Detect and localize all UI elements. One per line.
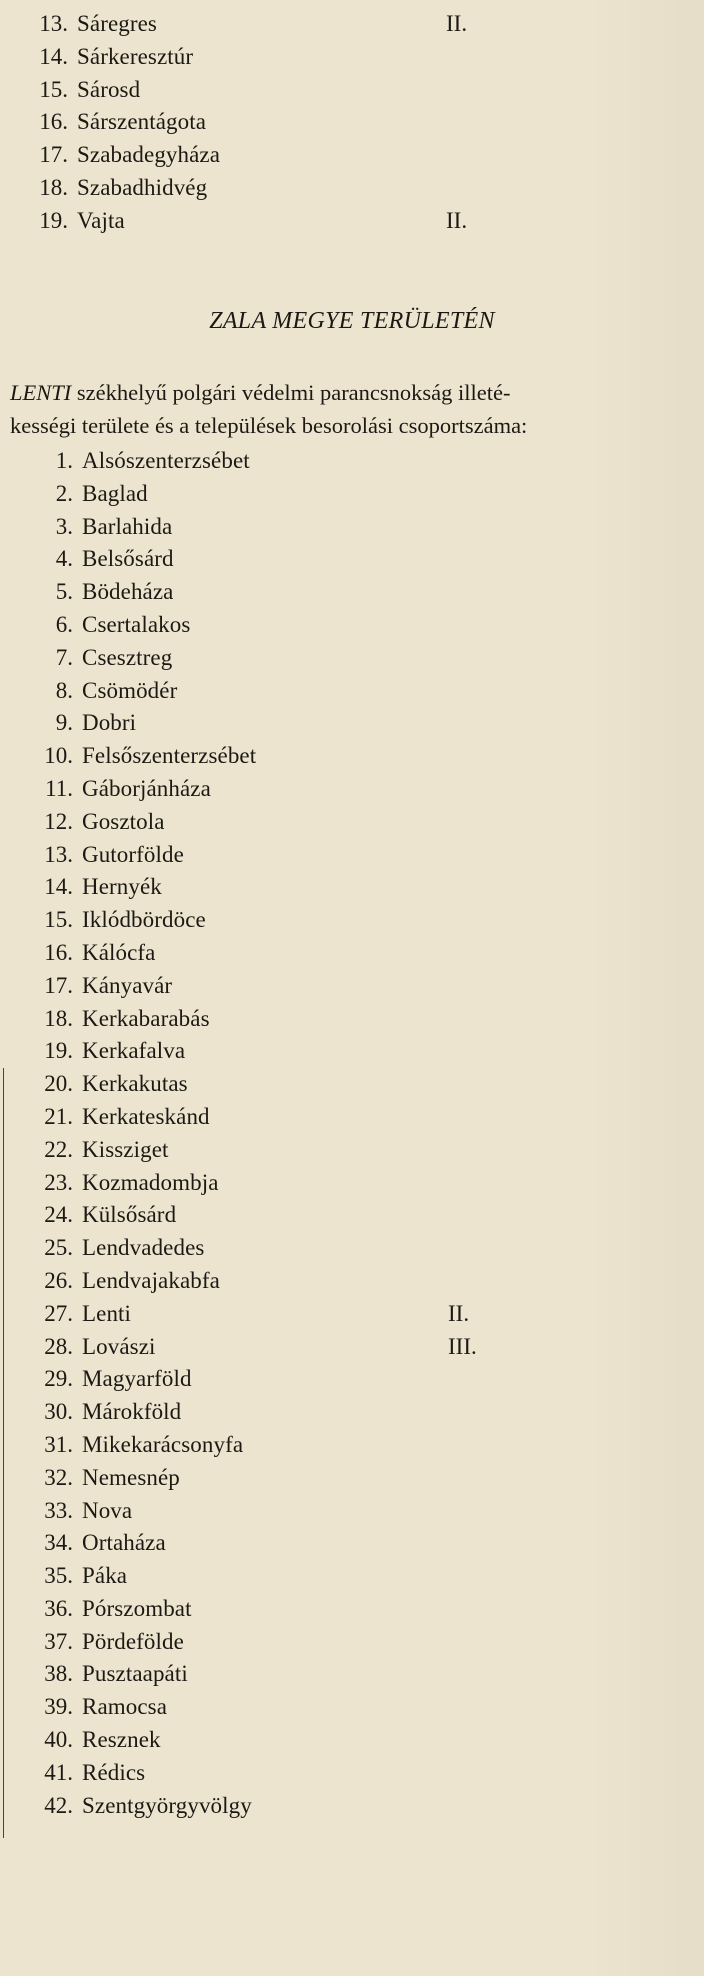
settlement-name: Lovászi — [82, 1333, 156, 1359]
list-item — [0, 1331, 704, 1364]
item-number: 16. — [44, 939, 73, 965]
settlement-name: Pórszombat — [82, 1595, 192, 1621]
item-number: 14. — [44, 874, 73, 900]
list-item — [0, 871, 704, 904]
section-heading: ZALA MEGYE TERÜLETÉN — [209, 308, 495, 334]
settlement-name: Kissziget — [82, 1136, 169, 1162]
item-number: 40. — [44, 1727, 73, 1753]
margin-rule — [3, 1068, 4, 1838]
list-item — [0, 478, 704, 511]
list-item — [0, 1658, 704, 1691]
list-item — [0, 1167, 704, 1200]
list-item — [0, 1527, 704, 1560]
settlement-name: Kerkafalva — [82, 1038, 186, 1064]
item-number: 33. — [44, 1497, 73, 1523]
settlement-list-previous-county — [0, 8, 704, 238]
settlement-list-lenti — [0, 445, 704, 1822]
settlement-name: Mikekarácsonyfa — [82, 1431, 244, 1457]
list-item — [0, 904, 704, 937]
item-number: 39. — [44, 1694, 73, 1720]
settlement-name: Kerkakutas — [82, 1071, 188, 1097]
list-item — [0, 1035, 704, 1068]
item-number: 1. — [55, 448, 73, 473]
settlement-name: Baglad — [82, 480, 148, 506]
settlement-name: Nemesnép — [82, 1464, 180, 1490]
item-number: 21. — [44, 1103, 73, 1129]
list-item — [0, 1003, 704, 1036]
settlement-name: Lendvadedes — [82, 1235, 205, 1261]
item-number: 35. — [44, 1563, 73, 1589]
item-number: 26. — [44, 1267, 73, 1293]
item-number: 27. — [44, 1300, 73, 1326]
settlement-name: Gosztola — [82, 808, 165, 834]
list-item — [0, 839, 704, 872]
settlement-name: Gáborjánháza — [82, 775, 211, 801]
settlement-name: Magyarföld — [82, 1366, 192, 1392]
settlement-name: Resznek — [82, 1727, 161, 1753]
item-number: 36. — [44, 1595, 73, 1621]
group-number: III. — [448, 1333, 477, 1359]
list-item — [0, 1560, 704, 1593]
list-item — [0, 511, 704, 544]
item-number: 24. — [44, 1202, 73, 1228]
item-number: 4. — [55, 546, 73, 572]
settlement-name: Bödeháza — [82, 579, 174, 605]
item-number: 30. — [44, 1399, 73, 1425]
item-number: 15. — [39, 76, 68, 102]
list-item — [0, 1790, 704, 1823]
item-number: 28. — [44, 1333, 73, 1359]
settlement-name: Rédics — [82, 1759, 146, 1785]
list-item — [0, 1691, 704, 1724]
settlement-name: Gutorfölde — [82, 841, 184, 867]
settlement-name: Nova — [82, 1497, 133, 1523]
item-number: 42. — [44, 1792, 73, 1818]
settlement-name: Kerkateskánd — [82, 1103, 210, 1129]
settlement-name: Ortaháza — [82, 1530, 166, 1556]
settlement-name: Kerkabarabás — [82, 1005, 210, 1031]
item-number: 3. — [55, 513, 73, 539]
list-item — [0, 106, 704, 139]
list-item — [0, 642, 704, 675]
list-item — [0, 1462, 704, 1495]
list-item — [0, 172, 704, 205]
item-number: 19. — [39, 207, 68, 233]
item-number: 41. — [44, 1759, 73, 1785]
settlement-name: Lendvajakabfa — [82, 1267, 220, 1293]
settlement-name: Sárosd — [77, 76, 141, 102]
settlement-name: Szabadhidvég — [77, 174, 208, 200]
settlement-name: Csertalakos — [82, 611, 191, 637]
list-item — [0, 543, 704, 576]
group-number: II. — [446, 207, 468, 233]
settlement-name: Szentgyörgyvölgy — [82, 1792, 252, 1818]
item-number: 15. — [44, 907, 73, 933]
item-number: 22. — [44, 1136, 73, 1162]
item-number: 31. — [44, 1431, 73, 1457]
item-number: 9. — [55, 710, 73, 736]
item-number: 29. — [44, 1366, 73, 1392]
settlement-name: Felsőszenterzsébet — [82, 743, 257, 769]
item-number: 37. — [44, 1628, 73, 1654]
list-item — [0, 1134, 704, 1167]
settlement-name: Sárszentágota — [77, 109, 207, 135]
list-item — [0, 445, 704, 478]
settlement-name: Csömödér — [82, 677, 178, 703]
item-number: 8. — [55, 677, 73, 703]
list-item — [0, 806, 704, 839]
settlement-name: Vajta — [77, 207, 125, 233]
settlement-name: Kányavár — [82, 972, 173, 998]
list-item — [0, 1429, 704, 1462]
item-number: 13. — [44, 841, 73, 867]
item-number: 17. — [39, 142, 68, 168]
item-number: 14. — [39, 43, 68, 69]
list-item — [0, 1593, 704, 1626]
list-item — [0, 740, 704, 773]
item-number: 7. — [55, 644, 73, 670]
list-item — [0, 1232, 704, 1265]
seat-town: LENTI — [10, 380, 72, 405]
list-item — [0, 1396, 704, 1429]
item-number: 2. — [55, 480, 73, 506]
item-number: 38. — [44, 1661, 73, 1687]
item-number: 13. — [39, 11, 68, 36]
item-number: 5. — [55, 579, 73, 605]
intro-line-1-rest: székhelyű polgári védelmi parancsnokság illeté- — [71, 380, 511, 405]
item-number: 11. — [45, 775, 73, 801]
list-item — [0, 707, 704, 740]
list-item — [0, 8, 704, 41]
list-item — [0, 1757, 704, 1790]
item-number: 32. — [44, 1464, 73, 1490]
list-item — [0, 1101, 704, 1134]
settlement-name: Lenti — [82, 1300, 132, 1326]
settlement-name: Pusztaapáti — [82, 1661, 188, 1687]
settlement-name: Csesztreg — [82, 644, 173, 670]
item-number: 17. — [44, 972, 73, 998]
item-number: 10. — [44, 743, 73, 769]
item-number: 16. — [39, 109, 68, 135]
list-item — [0, 1495, 704, 1528]
settlement-name: Sáregres — [77, 11, 157, 36]
list-item — [0, 937, 704, 970]
settlement-name: Belsősárd — [82, 546, 174, 572]
item-number: 25. — [44, 1235, 73, 1261]
settlement-name: Külsősárd — [82, 1202, 177, 1228]
intro-paragraph — [10, 376, 696, 442]
settlement-name: Alsószenterzsébet — [82, 448, 250, 473]
list-item — [0, 1626, 704, 1659]
list-item — [0, 773, 704, 806]
intro-line-1 — [10, 376, 696, 409]
list-item — [0, 1363, 704, 1396]
item-number: 19. — [44, 1038, 73, 1064]
item-number: 34. — [44, 1530, 73, 1556]
list-item — [0, 1068, 704, 1101]
list-item — [0, 41, 704, 74]
item-number: 23. — [44, 1169, 73, 1195]
settlement-name: Ramocsa — [82, 1694, 168, 1720]
item-number: 18. — [39, 174, 68, 200]
list-item — [0, 1199, 704, 1232]
list-item — [0, 576, 704, 609]
list-item — [0, 1265, 704, 1298]
settlement-name: Hernyék — [82, 874, 162, 900]
item-number: 6. — [55, 611, 73, 637]
settlement-name: Páka — [82, 1563, 128, 1589]
settlement-name: Kálócfa — [82, 939, 156, 965]
settlement-name: Szabadegyháza — [77, 142, 221, 168]
list-item — [0, 139, 704, 172]
settlement-name: Iklódbördöce — [82, 907, 206, 933]
item-number: 20. — [44, 1071, 73, 1097]
list-item — [0, 74, 704, 107]
intro-line-2: kességi területe és a települések besorolási csoportszáma: — [10, 413, 528, 438]
list-item — [0, 1724, 704, 1757]
list-item — [0, 609, 704, 642]
settlement-name: Márokföld — [82, 1399, 182, 1425]
list-item — [0, 1298, 704, 1331]
group-number: II. — [446, 11, 468, 36]
group-number: II. — [448, 1300, 470, 1326]
item-number: 12. — [44, 808, 73, 834]
list-item — [0, 205, 704, 238]
settlement-name: Pördefölde — [82, 1628, 184, 1654]
item-number: 18. — [44, 1005, 73, 1031]
list-item — [0, 675, 704, 708]
settlement-name: Kozmadombja — [82, 1169, 219, 1195]
settlement-name: Dobri — [82, 710, 137, 736]
settlement-name: Barlahida — [82, 513, 173, 539]
list-item — [0, 970, 704, 1003]
settlement-name: Sárkeresztúr — [77, 43, 194, 69]
